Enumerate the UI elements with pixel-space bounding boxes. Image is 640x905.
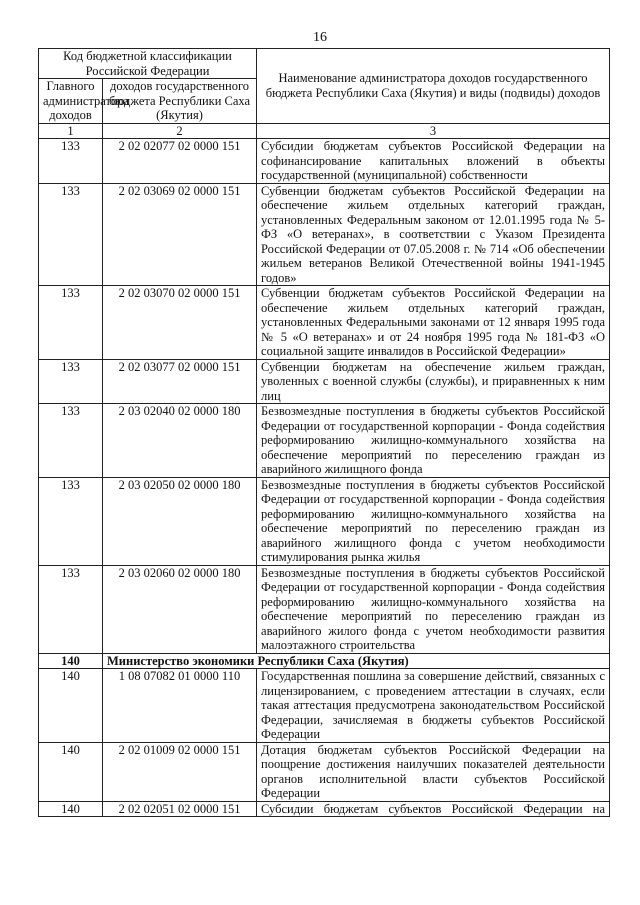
revenue-code: 2 02 01009 02 0000 151: [103, 742, 257, 801]
table-row: [39, 565, 610, 653]
revenue-code: 1 08 07082 01 0000 110: [103, 669, 257, 743]
revenue-name: Субсидии бюджетам субъектов Российской Федерации на: [257, 801, 610, 817]
revenue-name: Субвенции бюджетам субъектов Российской Федерации на обеспечение жильем отдельных категорий граждан, установленных Федеральным законом от 12.01.1995 года № 5-ФЗ «О ветеранах», в соответствии с Указом Президента Российской Федерации от 07.05.2008 г. № 714 «Об обеспечении жильем ветеранов Великой Отечественной войны 1941-1945 годов»: [257, 183, 610, 286]
revenue-name: Субвенции бюджетам на обеспечение жильем граждан, уволенных с военной службы (службы), и приравненных к ним лиц: [257, 359, 610, 404]
page-number: 16: [313, 30, 327, 45]
revenue-code: 2 03 02060 02 0000 180: [103, 565, 257, 653]
revenue-name: Дотация бюджетам субъектов Российской Федерации на поощрение достижения наилучших показателей деятельности органов исполнительной власти субъектов Российской Федерации: [257, 742, 610, 801]
table-body: [39, 139, 610, 817]
revenue-code: 2 02 03070 02 0000 151: [103, 286, 257, 360]
header-col1: Главного администратора доходов: [39, 79, 103, 124]
header-group-title: Код бюджетной классификации Российской Федерации: [39, 49, 257, 79]
table-row: [39, 801, 610, 817]
table-row: [39, 359, 610, 404]
revenue-name: Безвозмездные поступления в бюджеты субъектов Российской Федерации от государственной корпорации - Фонда содействия реформированию жилищно-коммунального хозяйства на обеспечение мероприятий по переселению граждан из аварийного жилищного фонда: [257, 404, 610, 478]
admin-code: 140: [39, 653, 103, 669]
revenue-name: Безвозмездные поступления в бюджеты субъектов Российской Федерации от государственной корпорации - Фонда содействия реформированию жилищно-коммунального хозяйства на обеспечение мероприятий по переселению граждан из аварийного жилого фонда с учетом необходимости развития малоэтажного строительства: [257, 565, 610, 653]
revenue-code: 2 03 02050 02 0000 180: [103, 477, 257, 565]
revenue-name: Субсидии бюджетам субъектов Российской Федерации на софинансирование капитальных вложений в объекты государственной (муниципальной) собственности: [257, 139, 610, 184]
admin-code: 140: [39, 742, 103, 801]
section-title: Министерство экономики Республики Саха (Якутия): [103, 653, 610, 669]
revenue-code: 2 02 03069 02 0000 151: [103, 183, 257, 286]
admin-code: 133: [39, 183, 103, 286]
admin-code: 133: [39, 404, 103, 478]
admin-code: 133: [39, 286, 103, 360]
revenue-code: 2 03 02040 02 0000 180: [103, 404, 257, 478]
admin-code: 140: [39, 801, 103, 817]
admin-code: 133: [39, 139, 103, 184]
header-col-number: 2: [103, 123, 257, 139]
table-row: [39, 286, 610, 360]
table-row: [39, 477, 610, 565]
admin-code: 133: [39, 359, 103, 404]
table-row: [39, 139, 610, 184]
revenue-name: Безвозмездные поступления в бюджеты субъектов Российской Федерации от государственной корпорации - Фонда содействия реформированию жилищно-коммунального хозяйства на обеспечение мероприятий по переселению граждан из аварийного жилищного фонда с учетом необходимости стимулирования рынка жилья: [257, 477, 610, 565]
section-row: [39, 653, 610, 669]
revenue-name: Субвенции бюджетам субъектов Российской Федерации на обеспечение жильем отдельных категорий граждан, установленных Федеральными законами от 12 января 1995 года № 5 «О ветеранах» и от 24 ноября 1995 года № 181-ФЗ «О социальной защите инвалидов в Российской Федерации»: [257, 286, 610, 360]
table-row: [39, 669, 610, 743]
revenue-code: 2 02 02051 02 0000 151: [103, 801, 257, 817]
revenue-name: Государственная пошлина за совершение действий, связанных с лицензированием, с проведением аттестации в случаях, если такая аттестация предусмотрена законодательством Российской Федерации, зачисляемая в бюджеты субъектов Российской Федерации: [257, 669, 610, 743]
header-col-number: 3: [257, 123, 610, 139]
table-row: [39, 742, 610, 801]
header-col2: доходов государственного бюджета Республики Саха (Якутия): [103, 79, 257, 124]
table-row: [39, 183, 610, 286]
admin-code: 133: [39, 477, 103, 565]
budget-classification-table: [38, 48, 610, 817]
admin-code: 133: [39, 565, 103, 653]
revenue-code: 2 02 02077 02 0000 151: [103, 139, 257, 184]
admin-code: 140: [39, 669, 103, 743]
table-row: [39, 404, 610, 478]
header-col-number: 1: [39, 123, 103, 139]
header-col3: Наименование администратора доходов государственного бюджета Республики Саха (Якутия) и виды (подвиды) доходов: [257, 49, 610, 124]
table-header: [39, 49, 610, 139]
revenue-code: 2 02 03077 02 0000 151: [103, 359, 257, 404]
